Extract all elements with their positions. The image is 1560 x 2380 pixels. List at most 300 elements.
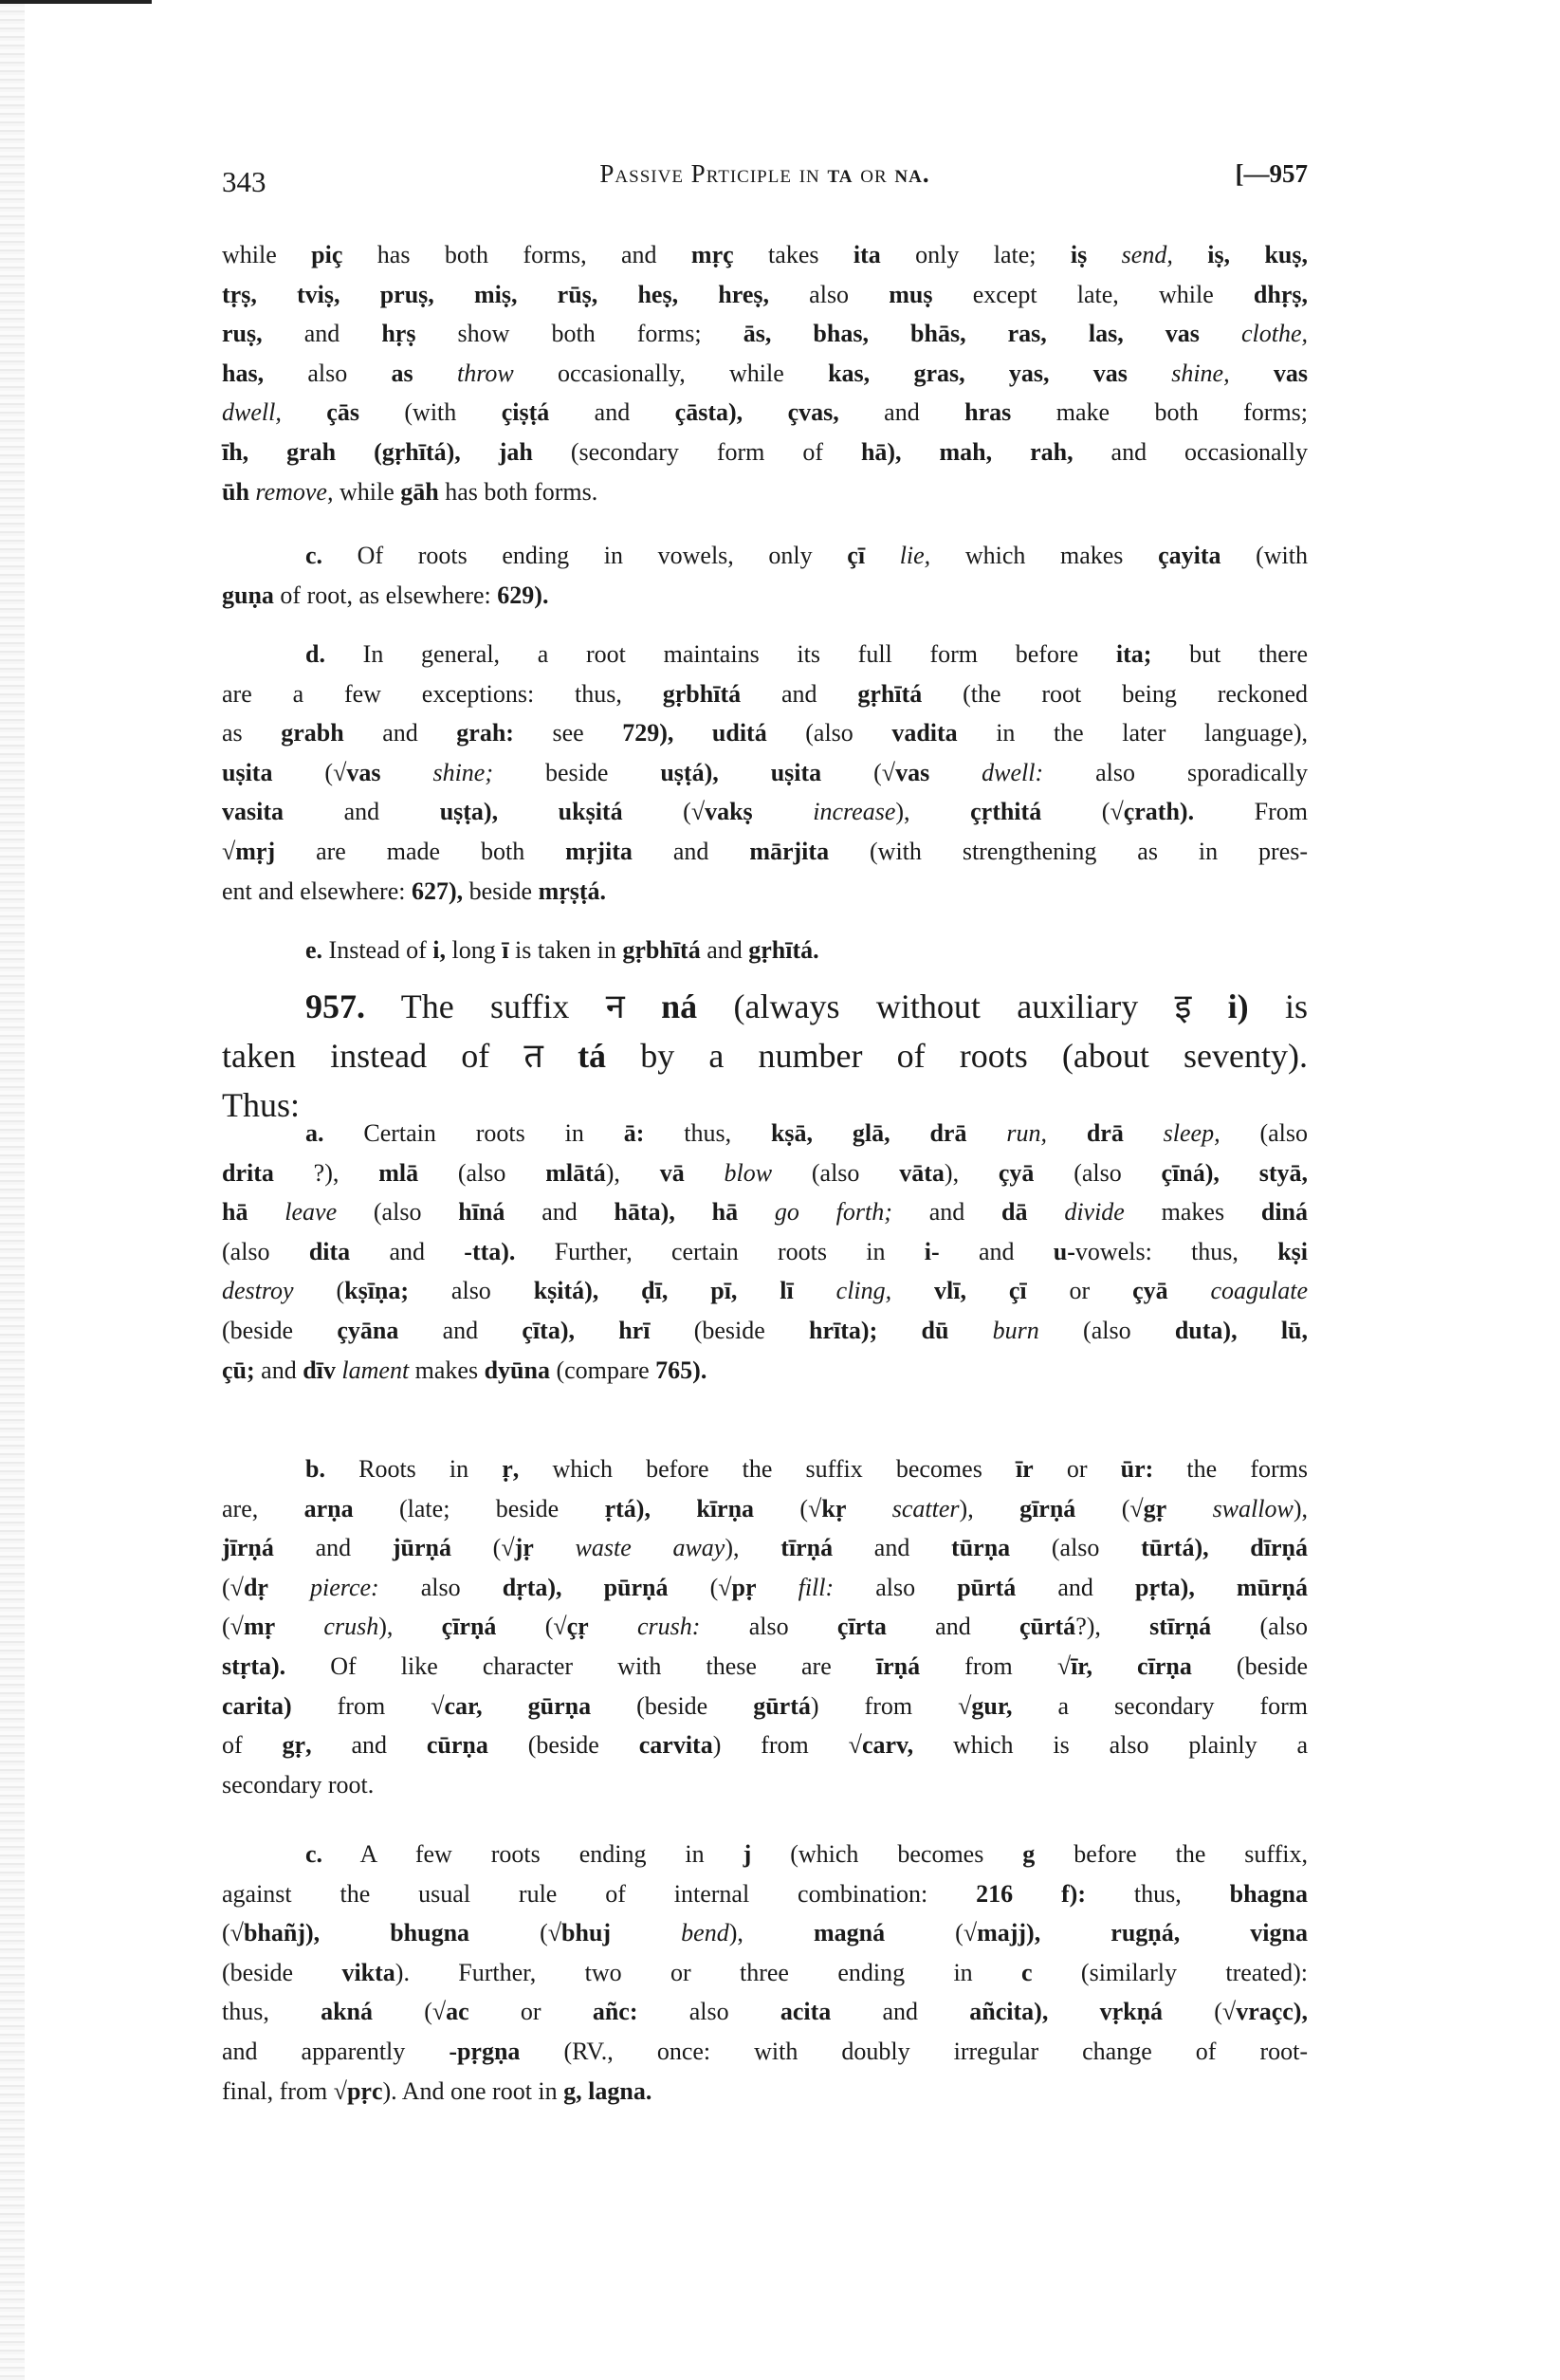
text-line (222, 1449, 1308, 1489)
text-run: (beside (1191, 1651, 1309, 1680)
text-run (589, 1613, 637, 1640)
text-run: which makes (930, 542, 1159, 569)
italic-gloss: destroy (222, 1277, 294, 1305)
sanskrit-bold-term: dṛta), pūrṇá (502, 1573, 669, 1601)
text-run: except late, while (932, 280, 1254, 308)
italic-gloss: blow (724, 1158, 773, 1187)
text-run (966, 1119, 1006, 1147)
text-line (222, 2072, 1308, 2112)
paragraph-956d (222, 635, 1308, 911)
sanskrit-bold-term: jīrṇá (222, 1534, 274, 1562)
sanskrit-bold-term: jūrṇá (392, 1534, 451, 1562)
text-run: ( (450, 1534, 502, 1562)
text-run: in the later language), (957, 719, 1308, 747)
sanskrit-bold-term: √mṛj (222, 837, 276, 865)
text-run (282, 398, 326, 426)
text-line (222, 2032, 1308, 2072)
text-run: and (284, 798, 440, 826)
text-run: (also (337, 1198, 459, 1227)
sanskrit-bold-term: hā), mah, rah, (860, 437, 1074, 466)
scan-corner-artifact (0, 0, 152, 4)
paragraph-956e (222, 931, 1308, 970)
text-run: (compare (549, 1356, 656, 1384)
text-run (534, 1534, 576, 1561)
italic-gloss: shine; (432, 758, 493, 786)
devanagari-character: इ (1174, 987, 1192, 1025)
text-run (877, 1317, 921, 1344)
text-run: (also (418, 1158, 546, 1187)
text-line (222, 792, 1308, 832)
sanskrit-bold-term: d. (305, 640, 325, 668)
text-run: (also (1038, 1316, 1175, 1344)
text-run: (also (766, 719, 892, 747)
text-run: The suffix (365, 987, 606, 1025)
text-line (222, 753, 1308, 793)
text-run: and (833, 1534, 952, 1562)
text-run: ?), (273, 1158, 379, 1187)
italic-gloss: send, (1121, 241, 1173, 268)
text-run: also (637, 1998, 780, 2026)
sanskrit-bold-term: ṛtá), kīrṇa (604, 1494, 755, 1522)
sanskrit-bold-term: 765). (655, 1356, 707, 1384)
text-run: while (333, 477, 401, 506)
text-run: also (834, 1573, 958, 1601)
sanskrit-bold-term: kṣi (1277, 1237, 1309, 1265)
text-run (753, 798, 814, 825)
text-line (222, 1568, 1308, 1608)
text-run: and (939, 1237, 1054, 1265)
text-run: (always without auxiliary (697, 987, 1175, 1025)
sanskrit-bold-term: tṛṣ, tviṣ, pruṣ, miṣ, rūṣ, heṣ, hreṣ, (222, 280, 769, 308)
sanskrit-bold-term: √majj), rugṇá, vigna (963, 1919, 1308, 1947)
text-line (222, 1351, 1308, 1391)
sanskrit-bold-term: dhṛṣ, (1253, 280, 1308, 308)
sanskrit-bold-term: añc: (592, 1998, 638, 2026)
sanskrit-bold-term: hras (964, 398, 1012, 427)
text-run: thus, (1086, 1879, 1230, 1908)
text-run: (beside (650, 1316, 810, 1344)
sanskrit-bold-term: çūrtá (1019, 1613, 1076, 1641)
text-run: beside (493, 758, 661, 786)
text-run: and occasionally (1073, 437, 1308, 466)
text-run: only late; (880, 241, 1071, 268)
italic-gloss: remove, (255, 477, 334, 506)
text-run: Of like character with these are (285, 1651, 876, 1680)
text-run: are a few exceptions: thus, (222, 679, 663, 708)
text-run: ), (725, 1534, 781, 1562)
text-line (222, 1647, 1308, 1687)
sanskrit-bold-term: īh, grah (gṛhītá), jah (222, 437, 533, 466)
text-line (222, 1311, 1308, 1351)
text-run: In general, a root maintains its full form before (324, 640, 1116, 668)
sanskrit-bold-term: c. (305, 1840, 323, 1868)
sanskrit-bold-term: ūr: (1120, 1455, 1154, 1483)
text-run: ( (1075, 1494, 1130, 1522)
text-run: makes (409, 1356, 485, 1384)
text-run (543, 1037, 578, 1075)
text-run: ), (895, 798, 971, 826)
text-line (222, 1489, 1308, 1529)
sanskrit-bold-term: √mṛ (229, 1613, 276, 1641)
text-run: also (264, 359, 392, 387)
sanskrit-bold-term: kṣīṇa; (344, 1277, 410, 1305)
sanskrit-bold-term: hṛṣ (381, 320, 416, 348)
sanskrit-bold-term: √bhuj (547, 1919, 612, 1947)
text-run: ( (222, 1613, 230, 1641)
sanskrit-bold-term: b. (305, 1455, 325, 1483)
sanskrit-bold-term: guṇa (222, 581, 274, 609)
sanskrit-bold-term: e. (305, 936, 323, 964)
sanskrit-bold-term: çyā (1132, 1277, 1168, 1305)
text-run: ), (605, 1158, 660, 1187)
text-run (1047, 1119, 1087, 1147)
text-line (222, 275, 1308, 315)
text-run: Certain roots in (323, 1119, 624, 1147)
text-run: (with (358, 398, 502, 427)
sanskrit-bold-term: uṣṭá), uṣita (660, 758, 822, 786)
sanskrit-bold-term: çṛthitá (970, 798, 1042, 826)
text-run: Further, certain roots in (515, 1237, 925, 1265)
sanskrit-bold-term: muṣ (889, 280, 933, 308)
sanskrit-bold-term: hāta), hā (614, 1198, 739, 1227)
sanskrit-bold-term: j (743, 1840, 752, 1868)
text-run: has both forms, and (342, 241, 691, 268)
text-run (1166, 1495, 1212, 1522)
italic-gloss: shine, (1171, 359, 1230, 387)
sanskrit-bold-term: ī (502, 936, 509, 964)
sanskrit-bold-term: i, (432, 936, 447, 964)
text-run: the forms (1153, 1455, 1308, 1483)
sanskrit-bold-term: √vakṣ (690, 798, 753, 826)
sanskrit-bold-term: -tta). (464, 1237, 516, 1265)
text-run: and (262, 320, 382, 348)
text-run: long (446, 936, 503, 964)
sanskrit-bold-term: kṣitá), ḍī, pī, lī (533, 1277, 794, 1305)
text-run (611, 1919, 681, 1946)
sanskrit-bold-term: -pṛgṇa (449, 2037, 521, 2065)
sanskrit-bold-term: √īr, cīrṇa (1056, 1651, 1192, 1680)
italic-gloss: fill: (798, 1573, 835, 1601)
sanskrit-bold-term: hā (222, 1198, 248, 1227)
text-line (222, 1835, 1308, 1874)
sanskrit-bold-term: hrīta); (809, 1316, 878, 1344)
sanskrit-bold-term: √pṛ (718, 1573, 757, 1601)
sanskrit-bold-term: ās, bhas, bhās, ras, las, vas (743, 320, 1200, 348)
sanskrit-bold-term: gāh (400, 477, 439, 506)
text-run (1028, 1198, 1065, 1226)
text-run: (beside (487, 1731, 639, 1760)
paragraph-957a (222, 1114, 1308, 1390)
sanskrit-bold-term: mṛç (690, 241, 734, 268)
sanskrit-bold-term: īr (1015, 1455, 1034, 1483)
text-run: (with (1220, 542, 1308, 569)
text-line (222, 1992, 1308, 2032)
sanskrit-bold-term: mṛjita (565, 837, 633, 865)
text-run: which before the suffix becomes (519, 1455, 1016, 1483)
sanskrit-bold-term: grah: (456, 719, 514, 747)
sanskrit-bold-term: çīrta (836, 1613, 887, 1641)
sanskrit-bold-term: dū (921, 1316, 949, 1344)
paragraph-957b (222, 1449, 1308, 1804)
text-run: (beside (222, 1316, 338, 1344)
text-line (222, 235, 1308, 275)
sanskrit-bold-term: 627), (411, 876, 464, 905)
text-run: ), (944, 1158, 999, 1187)
sanskrit-bold-term: √vraçc), (1221, 1998, 1308, 2026)
text-line (222, 433, 1308, 472)
text-run: and (886, 1613, 1019, 1641)
sanskrit-bold-term: ita (853, 241, 881, 268)
text-run (248, 1198, 284, 1226)
sanskrit-bold-term: īrṇá (875, 1651, 921, 1680)
sanskrit-bold-term: tūrṇa (951, 1534, 1011, 1562)
text-run: and (632, 837, 750, 865)
italic-gloss: cling, (835, 1277, 892, 1305)
sanskrit-bold-term: gṛbhītá (622, 936, 701, 964)
sanskrit-bold-term: çū; (222, 1356, 255, 1384)
text-line (222, 1953, 1308, 1993)
text-run (757, 1574, 798, 1601)
text-run: and (350, 1237, 465, 1265)
text-line (222, 1153, 1308, 1193)
italic-gloss: pierce: (310, 1573, 379, 1601)
text-run: and (549, 398, 675, 427)
sanskrit-bold-term: vlī, çī (934, 1277, 1027, 1305)
sanskrit-bold-term: tá (578, 1037, 607, 1075)
sanskrit-bold-term: tūrtá), dīrṇá (1141, 1534, 1308, 1562)
text-run: and (273, 1534, 393, 1562)
text-run (1124, 1119, 1164, 1147)
text-line (222, 1687, 1308, 1726)
text-run: or (1033, 1455, 1121, 1483)
sanskrit-bold-term: gṛ, (282, 1731, 312, 1760)
text-run: (also (1010, 1534, 1142, 1562)
small-caps-text: or (853, 159, 895, 188)
text-run: final, from (222, 2076, 334, 2105)
text-run (891, 1277, 934, 1304)
text-run: (also (1034, 1158, 1162, 1187)
text-run (268, 1574, 310, 1601)
sanskrit-bold-term: çyā (998, 1158, 1035, 1187)
sanskrit-bold-term: çīrṇá (441, 1613, 497, 1641)
text-run: beside (463, 876, 539, 905)
italic-gloss: increase (813, 798, 896, 826)
text-run: ( (668, 1573, 719, 1601)
sanskrit-bold-term: mṛṣṭá. (538, 876, 607, 905)
sanskrit-bold-term: √çrath). (1110, 798, 1195, 826)
sanskrit-bold-term: stṛta). (222, 1651, 286, 1680)
text-run: also (768, 280, 890, 308)
sanskrit-bold-term: vadita (891, 719, 958, 747)
sanskrit-bold-term: i) (1227, 987, 1249, 1025)
text-run: is taken in (508, 936, 623, 964)
text-run: (late; beside (353, 1494, 605, 1522)
italic-gloss: throw (456, 359, 514, 387)
italic-gloss: swallow (1212, 1494, 1294, 1522)
text-run (413, 360, 457, 387)
sanskrit-bold-term: kas, gras, yas, vas (828, 359, 1128, 387)
sanskrit-bold-term: a. (305, 1119, 324, 1147)
text-run (1230, 360, 1274, 387)
sanskrit-bold-term: mārjita (749, 837, 830, 865)
sanskrit-bold-term: mlātá (545, 1158, 606, 1187)
text-run: ( (222, 1919, 230, 1947)
text-run: ), (959, 1494, 1020, 1522)
sanskrit-bold-term: vas (1273, 359, 1309, 387)
italic-gloss: lament (341, 1356, 410, 1384)
text-run (865, 542, 900, 569)
sanskrit-bold-term: √bhañj), bhugna (229, 1919, 470, 1947)
sanskrit-bold-term: çiṣṭá (501, 398, 550, 427)
italic-gloss: dwell, (222, 398, 282, 427)
text-run: also (700, 1613, 837, 1641)
devanagari-character: न (605, 987, 625, 1025)
text-run: occasionally, while (513, 359, 829, 387)
text-run (1168, 1277, 1211, 1304)
text-run (685, 1159, 725, 1187)
sanskrit-bold-term: uṣṭa), ukṣitá (439, 798, 623, 826)
sanskrit-bold-term: dīv (303, 1356, 336, 1384)
text-run (846, 1495, 891, 1522)
text-line (222, 536, 1308, 576)
text-run (275, 1613, 323, 1640)
sanskrit-bold-term: çayita (1158, 542, 1221, 569)
italic-gloss: burn (992, 1316, 1039, 1344)
text-line (222, 1913, 1308, 1953)
text-run: also (409, 1277, 534, 1305)
italic-gloss: scatter (891, 1494, 960, 1522)
text-run: which is also plainly a (913, 1731, 1308, 1760)
text-run: and (505, 1198, 615, 1227)
text-run: (RV., once: with doubly irregular change of root- (520, 2037, 1309, 2065)
text-run: Thus: (222, 1086, 301, 1124)
italic-gloss: leave (284, 1198, 338, 1227)
sanskrit-bold-term: vā (659, 1158, 685, 1187)
text-run: ( (469, 1919, 548, 1947)
paragraph-956c (222, 536, 1308, 615)
text-run: as (222, 719, 282, 747)
sanskrit-bold-term: stīrṇá (1149, 1613, 1212, 1641)
sanskrit-bold-term: ta (827, 159, 853, 188)
sanskrit-bold-term: çāsta), çvas, (674, 398, 839, 427)
text-run: by a number of roots (about seventy). (606, 1037, 1308, 1075)
text-run: and (831, 1998, 970, 2026)
text-run: are made both (275, 837, 566, 865)
text-run: and (1016, 1573, 1135, 1601)
sanskrit-bold-term: vāta (899, 1158, 945, 1187)
text-run: (the root being reckoned (922, 679, 1308, 708)
text-run: ?), (1075, 1613, 1150, 1641)
sanskrit-bold-term: √carv, (848, 1731, 914, 1760)
text-run: makes (1124, 1198, 1261, 1227)
italic-gloss: divide (1064, 1198, 1125, 1227)
text-line (222, 635, 1308, 674)
text-run: ( (1041, 798, 1110, 826)
text-run: also (378, 1573, 503, 1601)
text-run: see (513, 719, 623, 747)
text-run: ( (222, 1573, 230, 1601)
text-run: and (700, 936, 749, 964)
text-run: also sporadically (1043, 758, 1309, 786)
sanskrit-bold-term: na. (894, 159, 930, 188)
sanskrit-bold-term: acita (780, 1998, 832, 2026)
text-line (222, 354, 1308, 394)
text-run: ( (272, 758, 334, 786)
text-run: Instead of (322, 936, 433, 964)
sanskrit-bold-term: çīná), styā, (1161, 1158, 1308, 1187)
text-run: ). Further, two or three ending in (395, 1958, 1022, 1986)
sanskrit-bold-term: drita (222, 1158, 274, 1187)
sanskrit-bold-term: √pṛc (333, 2076, 383, 2105)
text-line (222, 982, 1308, 1031)
text-run: Roots in (324, 1455, 503, 1483)
text-run: (also (1220, 1119, 1308, 1147)
text-run: thus, (644, 1119, 771, 1147)
text-run: has both forms. (438, 477, 598, 506)
sanskrit-bold-term: cūrṇa (426, 1731, 488, 1760)
text-run: ) from (810, 1691, 959, 1720)
sanskrit-bold-term: √ac (431, 1998, 469, 2026)
sanskrit-bold-term: √kṛ (808, 1494, 847, 1522)
text-line (222, 1031, 1308, 1080)
text-run: (which becomes (751, 1840, 1023, 1868)
text-run (1128, 360, 1171, 387)
text-line (222, 314, 1308, 354)
text-run: but there (1151, 640, 1308, 668)
text-run: and (398, 1316, 523, 1344)
text-line (222, 931, 1308, 970)
text-run: and (311, 1731, 427, 1760)
sanskrit-bold-term: piç (311, 241, 343, 268)
text-line (222, 1765, 1308, 1805)
sanskrit-bold-term: gṛhītá (857, 679, 923, 708)
sanskrit-bold-term: grabh (281, 719, 344, 747)
section-reference: [—957 (1235, 159, 1308, 188)
sanskrit-bold-term: √gṛ (1129, 1494, 1167, 1522)
sanskrit-bold-term: ūh (222, 477, 249, 506)
sanskrit-bold-term: 629). (497, 581, 549, 609)
text-run: against the usual rule of internal combination: (222, 1879, 977, 1908)
sanskrit-bold-term: √dṛ (229, 1573, 268, 1601)
text-run (948, 1317, 992, 1344)
text-run: and (891, 1198, 1002, 1227)
text-run: (with strengthening as in pres- (829, 837, 1309, 865)
text-run: ), (378, 1613, 442, 1641)
paragraph-continuation (222, 235, 1308, 511)
text-line (222, 1192, 1308, 1232)
sanskrit-bold-term: diná (1260, 1198, 1309, 1227)
text-run: ( (1163, 1998, 1222, 2026)
sanskrit-bold-term: gīrṇá (1019, 1494, 1076, 1522)
text-run: ent and elsewhere: (222, 876, 412, 905)
sanskrit-bold-term: gṛhītá. (748, 936, 819, 964)
sanskrit-bold-term: ita; (1115, 640, 1152, 668)
sanskrit-bold-term: i- (924, 1237, 940, 1265)
text-run: while (222, 241, 312, 268)
sanskrit-bold-term: 957. (305, 987, 365, 1025)
sanskrit-bold-term: añcita), vṛkṇá (969, 1998, 1164, 2026)
text-line (222, 1232, 1308, 1272)
sanskrit-bold-term: kṣā, glā, drā (770, 1119, 967, 1147)
text-run: are, (222, 1494, 304, 1522)
text-run (380, 759, 432, 786)
text-run (738, 1198, 775, 1226)
italic-gloss: lie, (899, 542, 931, 569)
text-run: and (254, 1356, 303, 1384)
text-run: Of roots ending in vowels, only (322, 542, 848, 569)
sanskrit-bold-term: akná (321, 1998, 373, 2026)
text-run: or (1026, 1277, 1133, 1305)
